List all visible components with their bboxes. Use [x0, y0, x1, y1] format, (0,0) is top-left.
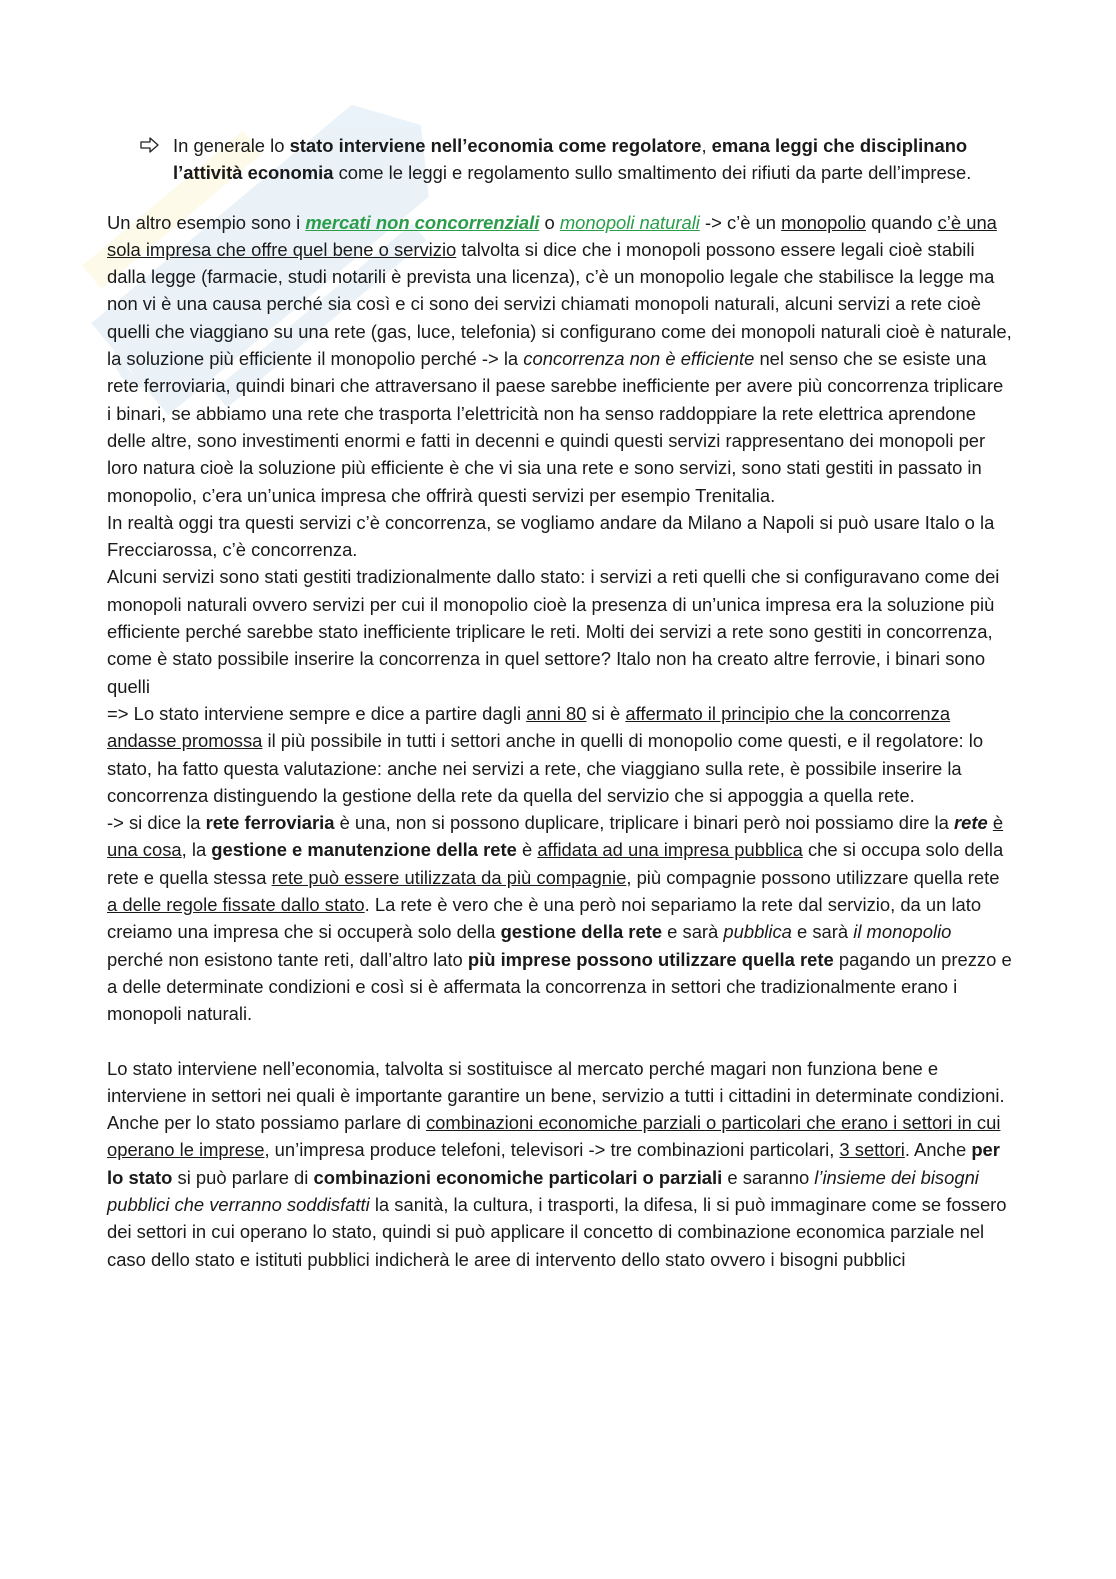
text: => Lo stato interviene sempre e dice a partire dagli [107, 702, 527, 724]
text: , più compagnie possono utilizzare quella rete [626, 866, 1000, 888]
paragraph-anni-80 [107, 700, 1012, 809]
green-term: monopoli naturali [559, 211, 700, 233]
paragraph-servizi-rete: Alcuni servizi sono stati gestiti tradizionalmente dallo stato: i servizi a reti quelli che si configuravano come dei monopoli naturali ovvero servizi per cui il monopolio cioè la presenza di un’unica impresa era la soluzione più efficiente perché sarebbe stato inefficiente triplicare le reti. Molti dei servizi a rete sono gestiti in concorrenza, come è stato possibile inserire la concorrenza in quel settore? Italo non ha creato altre ferrovie, i binari sono quelli [107, 566, 1000, 697]
text: nel senso che se esiste una rete ferroviaria, quindi binari che attraversano il paese sarebbe inefficiente per avere più concorrenza triplicare i binari, se abbiamo una rete che trasporta l’elettricità non ha senso raddoppiare la rete elettrica aprendone delle altre, sono investimenti enormi e fatti in decenni e quindi questi servizi rappresentano dei monopoli per loro natura cioè la soluzione più efficiente è che vi sia una rete e sono servizi, sono stati gestiti in passato in monopolio, c’era un’unica impresa che offrirà questi servizi per esempio Trenitalia. [107, 348, 1004, 506]
green-bold-term: mercati non concorrenziali [305, 211, 540, 233]
text: è [516, 839, 538, 861]
bold-italic-text: rete [953, 812, 988, 834]
text: e sarà [791, 921, 854, 943]
text: e sarà [662, 921, 724, 943]
underlined-text: 3 settori [839, 1139, 905, 1161]
text: che si occupa solo della rete e quella stessa [107, 839, 1004, 888]
text: perché non esistono tante reti, dall’altro lato [107, 948, 468, 970]
italic-text: concorrenza non è efficiente [523, 348, 755, 370]
paragraph-concorrenza: In realtà oggi tra questi servizi c’è concorrenza, se vogliamo andare da Milano a Napoli si può usare Italo o la Frecciarossa, c’è concorrenza. [107, 511, 995, 561]
underlined-text: anni 80 [526, 702, 587, 724]
bold-text: gestione e manutenzione della rete [211, 839, 517, 861]
underlined-text: affidata ad una impresa pubblica [537, 839, 803, 861]
bold-text: stato interviene nell’economia come regolatore [289, 135, 702, 156]
text: il più possibile in tutti i settori anche in quelli di monopolio come questi, e il regolatore: lo stato, ha fatto questa valutazione: anche nei servizi a rete, che viaggiano sulla rete, è possibile inserire la concorrenza distinguendo la gestione della rete da quella del servizio che si appoggia a quella rete. [107, 730, 984, 806]
bold-text: emana leggi che disciplinano l’attività economia [173, 135, 968, 184]
bold-text: combinazioni economiche particolari o parziali [313, 1166, 723, 1188]
paragraph-rete-ferroviaria [107, 809, 1012, 1027]
text: , la [181, 839, 212, 861]
bullet-item [107, 132, 1012, 187]
text: la sanità, la cultura, i trasporti, la difesa, li si può immaginare come se fossero dei settori in cui operano lo stato, quindi si può applicare il concetto di combinazione economica parziale nel caso dello stato e istituti pubblici indicherà le aree di intervento dello stato ovvero i bisogni pubblici [107, 1193, 1007, 1270]
text: è una, non si possono duplicare, triplicare i binari però noi possiamo dire la [334, 812, 954, 834]
bold-text: rete ferroviaria [205, 812, 335, 834]
text: e saranno [722, 1166, 815, 1188]
text: -> si dice la [107, 812, 206, 834]
text: talvolta si dice che i monopoli possono essere legali cioè stabili dalla legge (farmacie, studi notarili è prevista una licenza), c’è un monopolio legale che stabilisce la legge ma non vi è una causa perché sia così e ci sono dei servizi chiamati monopoli naturali, alcuni servizi a rete cioè quelli che viaggiano su una rete (gas, luce, telefonia) si configurano come dei monopoli naturali cioè è naturale, la soluzione più efficiente il monopolio perché -> la [107, 238, 1012, 370]
bold-text: più imprese possono utilizzare quella rete [467, 948, 834, 970]
text: , [701, 135, 712, 156]
text: si è [586, 702, 626, 724]
document-page [107, 132, 1012, 1273]
text: quando [866, 211, 938, 233]
underlined-text: affermato il principio che la concorrenza andasse promossa [107, 702, 951, 752]
text: . La rete è vero che è una però noi separiamo la rete dal servizio, da un lato creiamo una impresa che si occuperà solo della [107, 894, 982, 943]
bold-text: gestione della rete [500, 921, 663, 943]
underlined-text: combinazioni economiche parziali o particolari che erano i settori in cui operano le imprese [107, 1112, 1001, 1161]
underlined-text: c’è una sola impresa che offre quel bene o servizio [107, 211, 997, 260]
text: come le leggi e regolamento sullo smaltimento dei rifiuti da parte dell’imprese. [333, 162, 972, 184]
text: Un altro esempio sono i [107, 211, 306, 233]
paragraph-monopoli [107, 209, 1012, 509]
text: . Anche [904, 1139, 972, 1161]
italic-text: l’insieme dei bisogni pubblici che verranno soddisfatti [107, 1166, 979, 1215]
text: o [539, 211, 560, 233]
underlined-text: a delle regole fissate dallo stato [107, 894, 365, 916]
underlined-text: è una cosa [107, 812, 1004, 861]
text: In generale lo [173, 135, 290, 156]
paragraph-gap [107, 1028, 1012, 1055]
text: -> c’è un [699, 211, 782, 233]
text: si può parlare di [172, 1166, 314, 1188]
text: , un’impresa produce telefoni, televisori -> tre combinazioni particolari, [264, 1139, 840, 1161]
italic-text: pubblica [723, 921, 792, 943]
text: pagando un prezzo e a delle determinate condizioni e così si è affermata la concorrenza in settori che tradizionalmente erano i monopoli naturali. [107, 948, 1012, 1025]
bold-text: per lo stato [107, 1139, 1000, 1188]
underlined-text: monopolio [781, 211, 867, 233]
paragraph-stato-economia [107, 1055, 1012, 1273]
hollow-right-arrow-icon [139, 134, 161, 156]
underlined-text: rete può essere utilizzata da più compagnie [271, 866, 627, 888]
italic-text: il monopolio [853, 921, 952, 943]
text: Lo stato interviene nell’economia, talvolta si sostituisce al mercato perché magari non funziona bene e interviene in settori nei quali è importante garantire un bene, servizio a tutti i cittadini in determinate condizioni. Anche per lo stato possiamo parlare di [107, 1057, 1005, 1134]
